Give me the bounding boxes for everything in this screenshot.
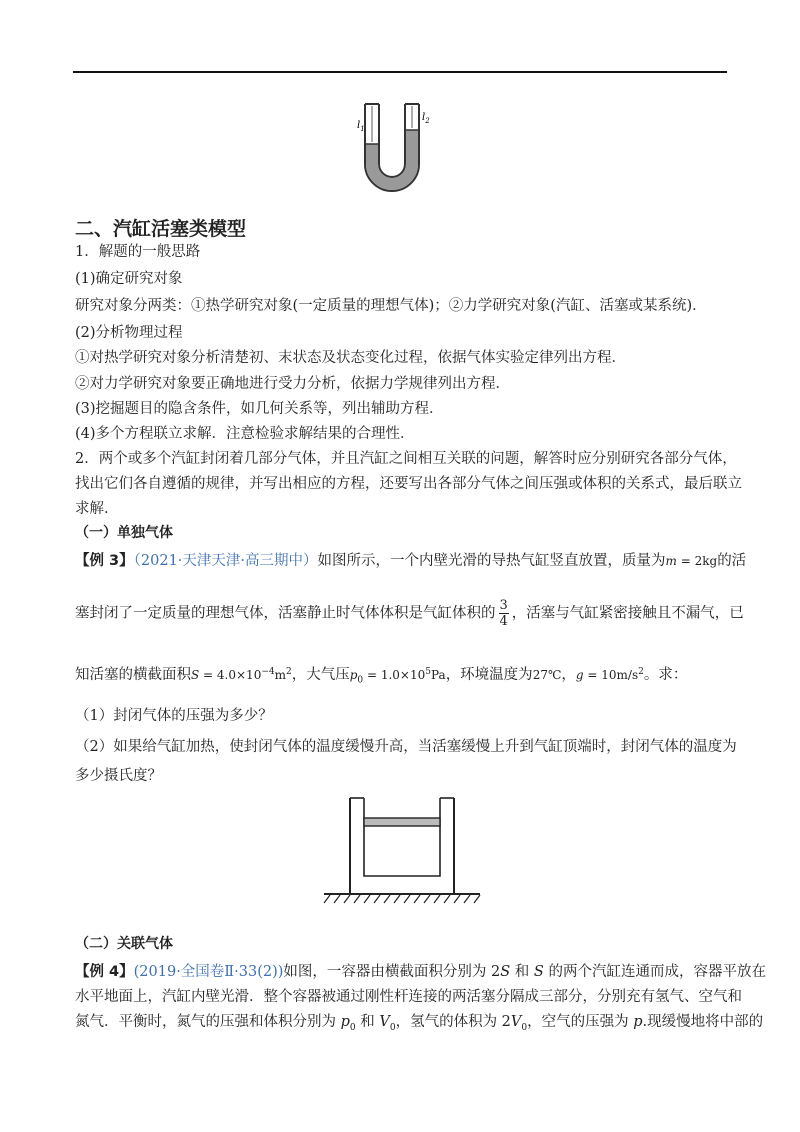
example4-label: 【例 4】 [75,964,134,980]
cylinder-figure [322,796,482,911]
subsection-single-gas: （一）单独气体 [75,525,173,541]
question-1: （1）封闭气体的压强为多少？ [75,708,273,724]
example4-source: (2019·全国卷Ⅱ·33(2)) [133,964,284,980]
line-5: ①对热学研究对象分析清楚初、末状态及状态变化过程，依据气体实验定律列出方程． [75,350,626,366]
fraction-three-quarters: $\frac{3}{4}$ [499,598,508,629]
line-10: 找出它们各自遵循的规律，并写出相应的方程，还要写出各部分气体之间压强或体积的关系式，最后联立 [75,476,742,492]
label-l2: $l_2$ [422,112,430,125]
example4-line3: 氮气．平衡时，氮气的压强和体积分别为 $p_0$ 和 $V_0$，氢气的体积为 $2V_0$，空气的压强为 p.现缓慢地将中部的 [75,1014,764,1033]
example4-line2: 水平地面上，汽缸内壁光滑．整个容器被通过刚性杆连接的两活塞分隔成三部分，分别充有氢气、空气和 [75,989,742,1005]
line-1: 1．解题的一般思路 [75,244,201,260]
example4-line1: 【例 4】(2019·全国卷Ⅱ·33(2))如图，一容器由横截面积分别为 2S 和 S 的两个汽缸连通而成，容器平放在 [75,964,766,980]
section-title: 二、汽缸活塞类模型 [75,218,247,240]
example3-line3: 知活塞的横截面积$S = 4.0\times 10^{-4}m^2$，大气压$p_0 = 1.0\times 10^5Pa$，环境温度为27℃，$g = 10m/s^2$。求： [75,667,688,686]
header-rule [73,71,727,73]
line-6: ②对力学研究对象要正确地进行受力分析，依据力学规律列出方程． [75,376,510,392]
line-3: 研究对象分两类：①热学研究对象(一定质量的理想气体)；②力学研究对象(汽缸、活塞或某系统)． [75,298,707,314]
subsection-linked-gas: （二）关联气体 [75,936,173,952]
example3-source: （2021·天津天津·高三期中） [133,553,318,569]
line-11: 求解． [75,501,119,517]
line-8: (4)多个方程联立求解．注意检验求解结果的合理性． [75,426,415,442]
example3-line1: 【例 3】（2021·天津天津·高三期中）如图所示，一个内壁光滑的导热气缸竖直放置，质量为m = 2kg的活 [75,553,747,569]
question-2: （2）如果给气缸加热，使封闭气体的温度缓慢升高，当活塞缓慢上升到气缸顶端时，封闭气体的温度为 [75,739,737,755]
line-2: (1)确定研究对象 [75,271,183,287]
label-l1: $l_1$ [357,120,365,133]
line-4: (2)分析物理过程 [75,325,183,341]
question-2-cont: 多少摄氏度？ [75,768,162,784]
line-9: 2．两个或多个汽缸封闭着几部分气体，并且汽缸之间相互关联的问题，解答时应分别研究各部分气体， [75,451,737,467]
example3-label: 【例 3】 [75,553,134,569]
line-7: (3)挖掘题目的隐含条件，如几何关系等，列出辅助方程． [75,401,444,417]
u-tube-figure [355,96,445,206]
example3-line2: 塞封闭了一定质量的理想气体，活塞静止时气体体积是气缸体积的 $\frac{3}{4}$ ，活塞与气缸紧密接触且不漏气，已 [75,598,744,629]
